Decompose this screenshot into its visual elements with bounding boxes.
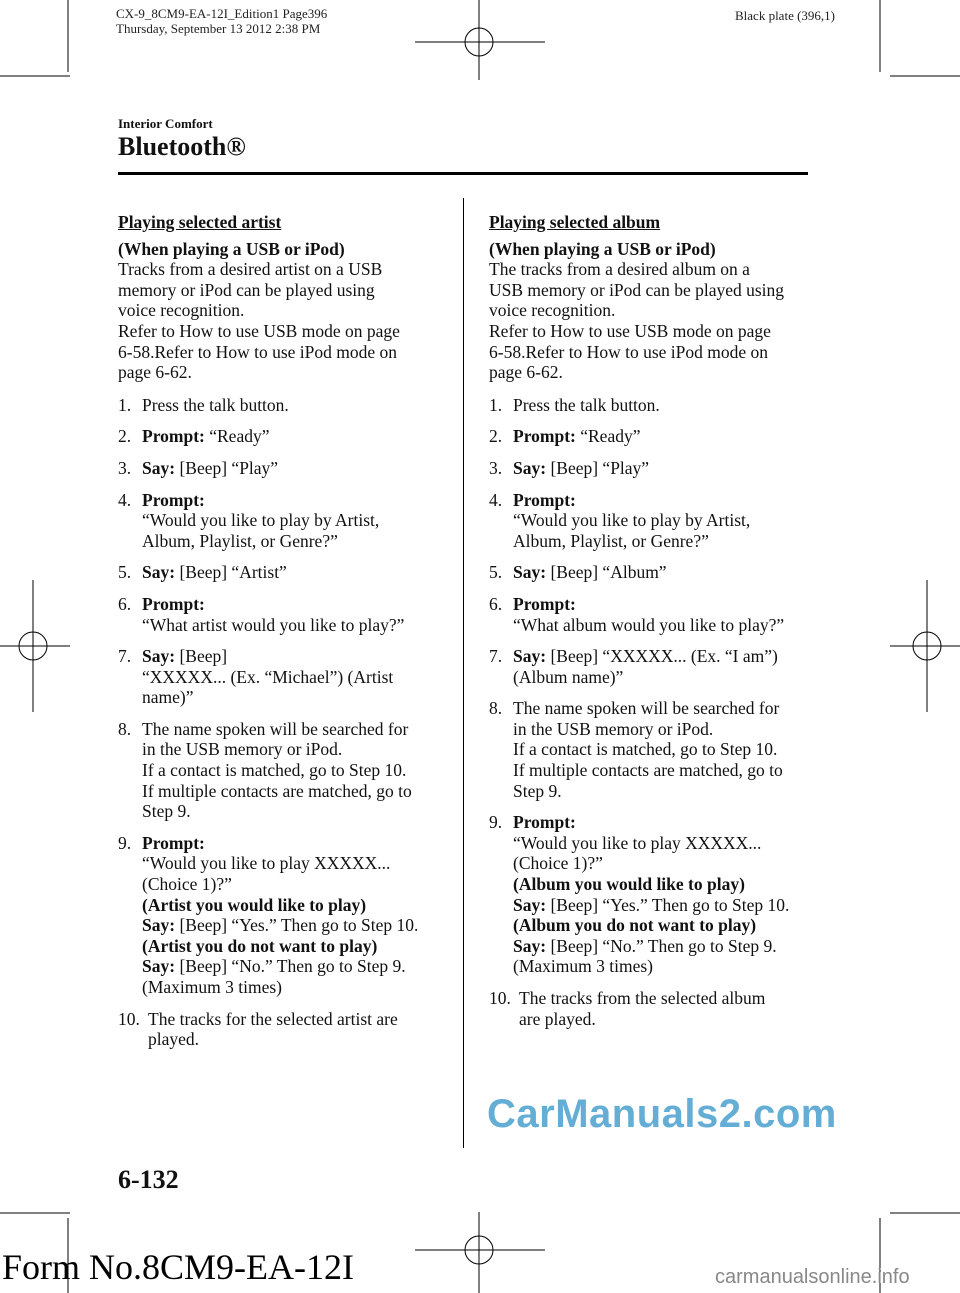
right-column bbox=[489, 212, 819, 1040]
intro-line: USB memory or iPod can be played using bbox=[489, 279, 785, 300]
step-item bbox=[118, 458, 448, 479]
step-line bbox=[142, 510, 448, 531]
plate-label: Black plate (396,1) bbox=[735, 8, 835, 23]
step-text: [Beep] bbox=[175, 646, 228, 667]
step-number: 10. bbox=[489, 988, 511, 1008]
step-item bbox=[118, 833, 448, 998]
step-line bbox=[142, 719, 448, 740]
step-text: If a contact is matched, go to Step 10. bbox=[142, 760, 407, 781]
step-label: Say: bbox=[513, 646, 547, 667]
intro-line: 6-58.Refer to How to use iPod mode on bbox=[489, 341, 768, 362]
step-body bbox=[513, 594, 819, 635]
intro-line: 6-58.Refer to How to use iPod mode on bbox=[118, 341, 397, 362]
title-rule bbox=[118, 172, 808, 175]
step-body bbox=[148, 1009, 448, 1050]
step-line bbox=[142, 915, 448, 936]
step-item bbox=[118, 395, 448, 416]
step-line bbox=[142, 781, 448, 802]
step-label: Prompt: bbox=[142, 832, 205, 853]
step-line bbox=[513, 915, 819, 936]
column-divider bbox=[463, 198, 464, 1148]
step-item bbox=[118, 426, 448, 447]
step-label: Say: bbox=[513, 935, 547, 956]
step-text: (Maximum 3 times) bbox=[142, 977, 282, 997]
left-subheading: (When playing a USB or iPod) bbox=[118, 238, 345, 259]
step-number: 8. bbox=[118, 718, 132, 739]
step-label: Prompt: bbox=[513, 426, 576, 447]
right-steps bbox=[489, 395, 819, 1029]
page-number: 6-132 bbox=[118, 1165, 179, 1194]
step-item bbox=[489, 698, 819, 801]
step-body bbox=[513, 562, 819, 583]
step-label: Say: bbox=[513, 457, 547, 478]
step-line bbox=[142, 687, 448, 708]
step-text: The name spoken will be searched for bbox=[513, 698, 780, 719]
right-heading: Playing selected album bbox=[489, 212, 661, 232]
step-text: [Beep] “No.” Then go to Step 9. bbox=[175, 956, 406, 977]
step-label: Prompt: bbox=[513, 489, 576, 510]
step-item bbox=[118, 1009, 448, 1050]
section-label: Interior Comfort bbox=[118, 116, 213, 131]
step-text: “Would you like to play XXXXX... bbox=[513, 832, 762, 853]
step-body bbox=[142, 719, 448, 822]
step-text: “Would you like to play by Artist, bbox=[142, 510, 380, 531]
step-text: Press the talk button. bbox=[513, 394, 660, 415]
step-label: Say: bbox=[142, 646, 176, 667]
step-text: “What artist would you like to play?” bbox=[142, 614, 405, 635]
step-line bbox=[142, 956, 448, 977]
step-line bbox=[513, 739, 819, 760]
step-item bbox=[118, 719, 448, 822]
step-text: “Would you like to play XXXXX... bbox=[142, 853, 391, 874]
intro-line: voice recognition. bbox=[118, 300, 245, 321]
step-item bbox=[118, 646, 448, 708]
step-text: Step 9. bbox=[142, 801, 191, 822]
step-line bbox=[513, 781, 819, 802]
step-body bbox=[513, 646, 819, 687]
intro-line: page 6-62. bbox=[489, 362, 563, 383]
step-text: “Ready” bbox=[204, 426, 270, 447]
step-item bbox=[489, 988, 819, 1029]
step-body bbox=[142, 490, 448, 552]
right-subheading: (When playing a USB or iPod) bbox=[489, 238, 716, 259]
step-number: 8. bbox=[489, 698, 503, 719]
print-header bbox=[116, 6, 327, 36]
step-line bbox=[142, 426, 448, 447]
step-line bbox=[142, 458, 448, 479]
step-line bbox=[142, 562, 448, 583]
step-label: Prompt: bbox=[142, 426, 205, 447]
step-line bbox=[142, 646, 448, 667]
step-item bbox=[489, 812, 819, 977]
step-body bbox=[142, 646, 448, 708]
step-number: 5. bbox=[118, 562, 132, 583]
step-number: 2. bbox=[489, 426, 503, 447]
step-line bbox=[142, 977, 448, 998]
step-line bbox=[142, 667, 448, 688]
step-text: [Beep] “Yes.” Then go to Step 10. bbox=[546, 894, 790, 915]
step-line bbox=[142, 594, 448, 615]
intro-line: voice recognition. bbox=[489, 300, 616, 321]
step-line bbox=[142, 490, 448, 511]
step-body bbox=[142, 833, 448, 998]
step-number: 1. bbox=[489, 394, 503, 415]
step-text: “XXXXX... (Ex. “Michael”) (Artist bbox=[142, 666, 394, 687]
step-line bbox=[142, 874, 448, 895]
step-body bbox=[142, 395, 448, 416]
step-item bbox=[489, 395, 819, 416]
step-text: Album, Playlist, or Genre?” bbox=[142, 530, 338, 551]
step-text: Press the talk button. bbox=[142, 394, 289, 415]
step-item bbox=[489, 646, 819, 687]
left-steps bbox=[118, 395, 448, 1050]
step-label: (Album you do not want to play) bbox=[513, 915, 757, 936]
step-number: 7. bbox=[118, 646, 132, 667]
step-text: [Beep] “Play” bbox=[546, 457, 650, 478]
step-text: Album, Playlist, or Genre?” bbox=[513, 530, 709, 551]
step-text: The tracks for the selected artist are bbox=[148, 1008, 398, 1029]
step-text: Step 9. bbox=[513, 780, 562, 801]
step-line bbox=[142, 395, 448, 416]
step-line bbox=[513, 698, 819, 719]
step-line bbox=[148, 1009, 448, 1030]
step-number: 4. bbox=[489, 489, 503, 510]
step-line bbox=[513, 874, 819, 895]
step-number: 5. bbox=[489, 562, 503, 583]
step-line bbox=[513, 936, 819, 957]
step-number: 1. bbox=[118, 394, 132, 415]
step-number: 10. bbox=[118, 1008, 140, 1029]
step-item bbox=[489, 562, 819, 583]
step-label: Say: bbox=[142, 915, 176, 936]
step-number: 6. bbox=[489, 593, 503, 614]
step-text: [Beep] “Yes.” Then go to Step 10. bbox=[175, 915, 419, 936]
step-item bbox=[118, 562, 448, 583]
step-line bbox=[513, 956, 819, 977]
step-line bbox=[519, 1009, 819, 1030]
step-item bbox=[489, 490, 819, 552]
step-text: in the USB memory or iPod. bbox=[142, 739, 343, 760]
step-line bbox=[513, 760, 819, 781]
step-item bbox=[489, 458, 819, 479]
step-line bbox=[513, 667, 819, 688]
intro-line: The tracks from a desired album on a bbox=[489, 259, 750, 280]
step-text: [Beep] “Artist” bbox=[175, 562, 287, 583]
step-line bbox=[513, 490, 819, 511]
step-body bbox=[513, 812, 819, 977]
footer-site: carmanualsonline.info bbox=[715, 1266, 910, 1288]
step-line bbox=[513, 594, 819, 615]
step-line bbox=[513, 615, 819, 636]
step-line bbox=[513, 853, 819, 874]
step-text: [Beep] “No.” Then go to Step 9. bbox=[546, 935, 777, 956]
step-label: (Artist you would like to play) bbox=[142, 894, 367, 915]
step-text: (Choice 1)?” bbox=[513, 853, 603, 874]
step-number: 7. bbox=[489, 646, 503, 667]
step-label: Say: bbox=[142, 562, 176, 583]
step-line bbox=[513, 426, 819, 447]
step-label: Say: bbox=[513, 894, 547, 915]
step-text: “Would you like to play by Artist, bbox=[513, 510, 751, 531]
step-label: Prompt: bbox=[142, 489, 205, 510]
step-text: “Ready” bbox=[575, 426, 641, 447]
step-text: (Choice 1)?” bbox=[142, 874, 232, 895]
step-line bbox=[513, 510, 819, 531]
step-text: played. bbox=[148, 1029, 200, 1050]
watermark-logo: CarManuals2.com bbox=[487, 1092, 837, 1136]
step-line bbox=[513, 833, 819, 854]
step-line bbox=[513, 895, 819, 916]
left-intro bbox=[118, 259, 448, 383]
step-body bbox=[513, 698, 819, 801]
step-body bbox=[519, 988, 819, 1029]
step-text: If multiple contacts are matched, go to bbox=[142, 780, 412, 801]
step-text: are played. bbox=[519, 1008, 596, 1029]
step-body bbox=[142, 426, 448, 447]
step-text: (Album name)” bbox=[513, 666, 624, 687]
step-body bbox=[142, 458, 448, 479]
step-label: Say: bbox=[142, 457, 176, 478]
step-item bbox=[118, 594, 448, 635]
step-text: If a contact is matched, go to Step 10. bbox=[513, 739, 778, 760]
right-intro bbox=[489, 259, 819, 383]
step-number: 3. bbox=[118, 457, 132, 478]
step-number: 3. bbox=[489, 457, 503, 478]
step-item bbox=[489, 426, 819, 447]
step-label: Prompt: bbox=[513, 812, 576, 833]
left-column bbox=[118, 212, 448, 1061]
step-label: (Album you would like to play) bbox=[513, 874, 745, 895]
form-number: Form No.8CM9-EA-12I bbox=[2, 1247, 354, 1287]
step-line bbox=[519, 988, 819, 1009]
step-label: Prompt: bbox=[513, 593, 576, 614]
step-line bbox=[513, 719, 819, 740]
step-line bbox=[142, 833, 448, 854]
step-number: 9. bbox=[118, 832, 132, 853]
step-body bbox=[513, 395, 819, 416]
step-label: (Artist you do not want to play) bbox=[142, 935, 378, 956]
step-line bbox=[142, 760, 448, 781]
step-line bbox=[142, 853, 448, 874]
left-heading: Playing selected artist bbox=[118, 212, 282, 232]
step-line bbox=[513, 812, 819, 833]
step-body bbox=[513, 458, 819, 479]
step-body bbox=[513, 490, 819, 552]
step-label: Say: bbox=[142, 956, 176, 977]
step-text: name)” bbox=[142, 687, 194, 708]
step-label: Say: bbox=[513, 562, 547, 583]
step-text: [Beep] “XXXXX... (Ex. “I am”) bbox=[546, 646, 778, 667]
step-body bbox=[513, 426, 819, 447]
intro-line: Refer to How to use USB mode on page bbox=[489, 320, 771, 341]
step-line bbox=[513, 458, 819, 479]
step-item bbox=[489, 594, 819, 635]
step-number: 2. bbox=[118, 426, 132, 447]
step-item bbox=[118, 490, 448, 552]
print-header-date: Thursday, September 13 2012 2:38 PM bbox=[116, 21, 321, 36]
step-line bbox=[142, 531, 448, 552]
step-number: 4. bbox=[118, 489, 132, 510]
step-line bbox=[142, 936, 448, 957]
print-header-file: CX-9_8CM9-EA-12I_Edition1 Page396 bbox=[116, 6, 328, 21]
step-line bbox=[513, 562, 819, 583]
step-line bbox=[148, 1029, 448, 1050]
step-label: Prompt: bbox=[142, 593, 205, 614]
step-text: [Beep] “Play” bbox=[175, 457, 279, 478]
step-text: The name spoken will be searched for bbox=[142, 718, 409, 739]
page-title: Bluetooth® bbox=[118, 132, 246, 161]
step-line bbox=[513, 395, 819, 416]
intro-line: page 6-62. bbox=[118, 362, 192, 383]
step-text: If multiple contacts are matched, go to bbox=[513, 760, 783, 781]
step-text: [Beep] “Album” bbox=[546, 562, 667, 583]
step-text: The tracks from the selected album bbox=[519, 988, 766, 1008]
step-line bbox=[142, 801, 448, 822]
step-text: “What album would you like to play?” bbox=[513, 614, 785, 635]
step-number: 9. bbox=[489, 812, 503, 833]
intro-line: Tracks from a desired artist on a USB bbox=[118, 259, 383, 280]
step-line bbox=[513, 646, 819, 667]
step-line bbox=[142, 739, 448, 760]
step-text: (Maximum 3 times) bbox=[513, 956, 653, 977]
step-text: in the USB memory or iPod. bbox=[513, 718, 714, 739]
step-body bbox=[142, 594, 448, 635]
step-line bbox=[142, 615, 448, 636]
intro-line: memory or iPod can be played using bbox=[118, 279, 375, 300]
step-body bbox=[142, 562, 448, 583]
step-line bbox=[513, 531, 819, 552]
step-number: 6. bbox=[118, 593, 132, 614]
step-line bbox=[142, 895, 448, 916]
intro-line: Refer to How to use USB mode on page bbox=[118, 320, 400, 341]
